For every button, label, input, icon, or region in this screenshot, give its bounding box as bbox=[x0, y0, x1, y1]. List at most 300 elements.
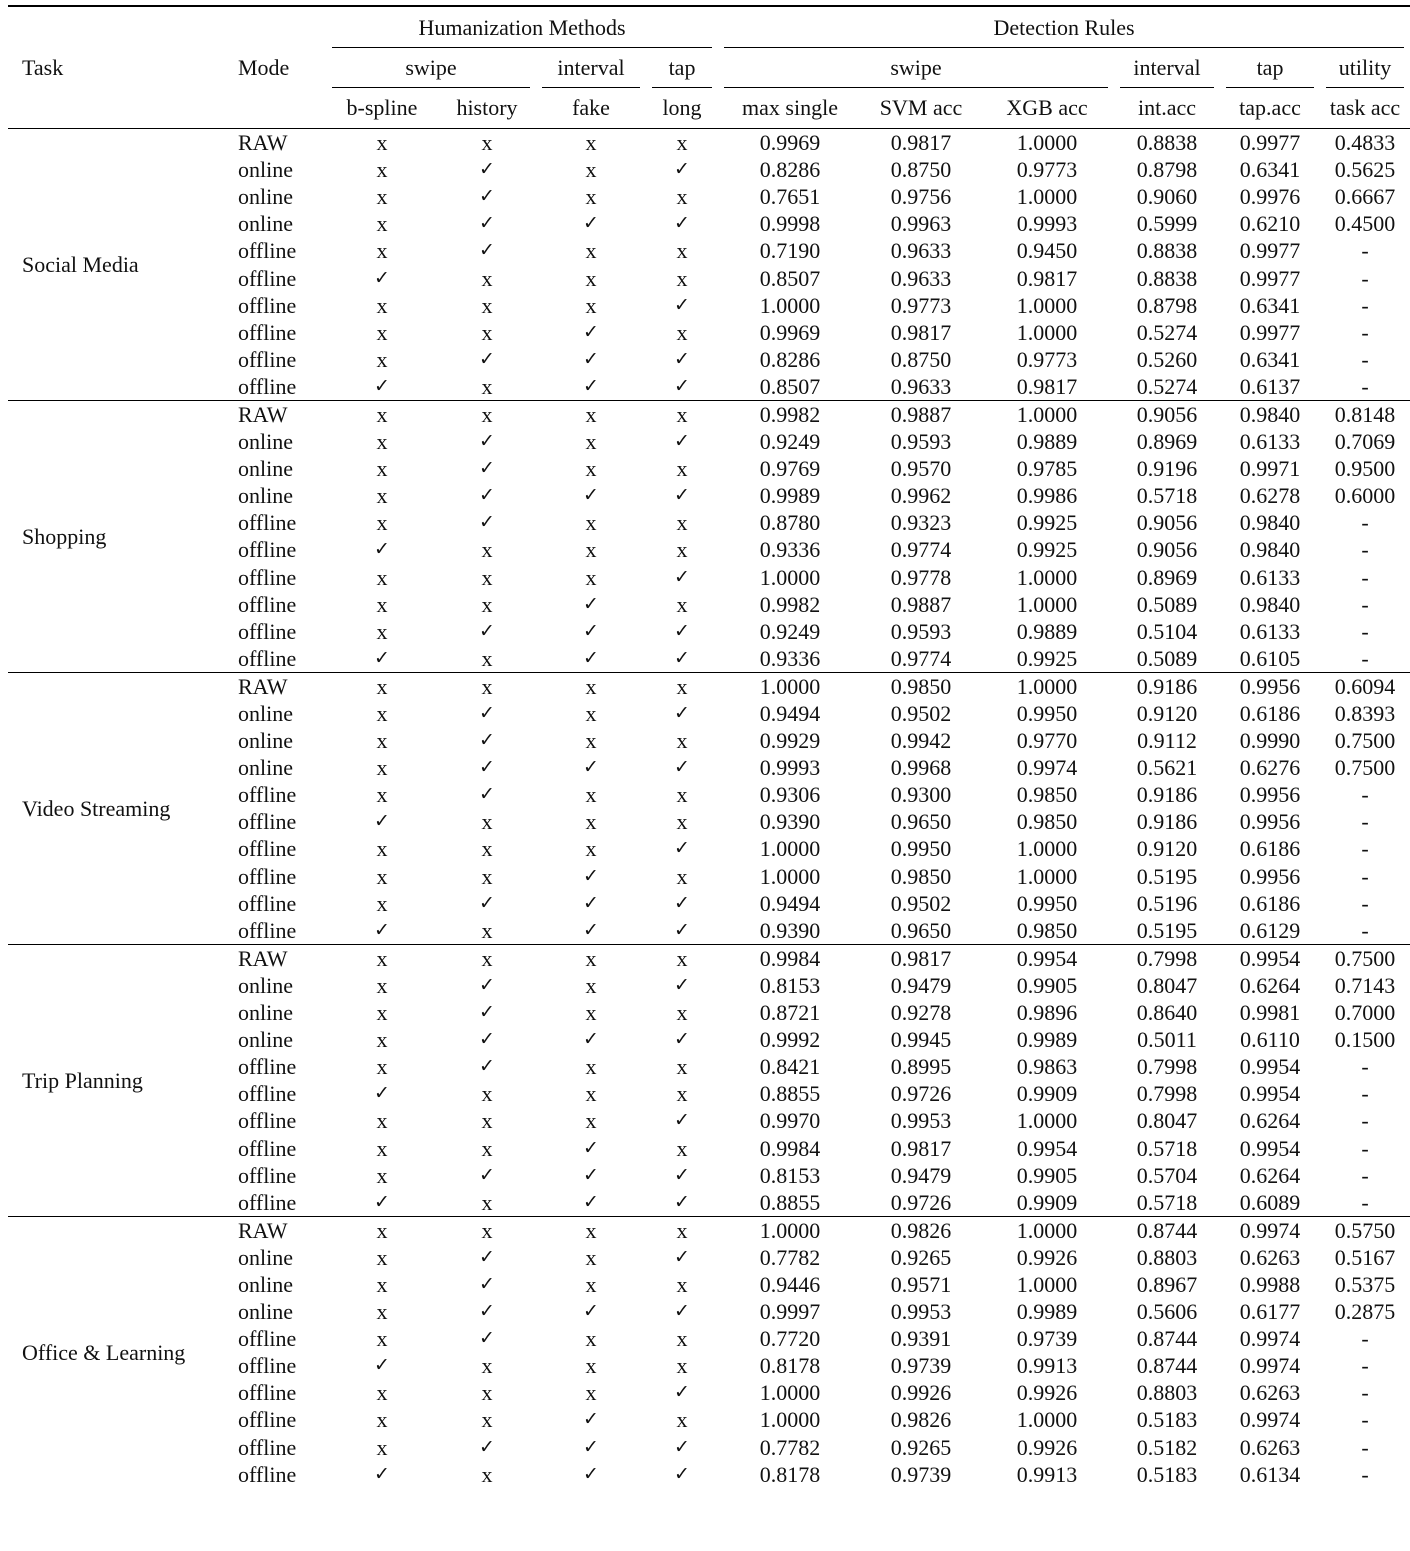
svm-acc-cell: 0.9502 bbox=[890, 890, 952, 916]
method-b-spline-cell: x bbox=[326, 944, 438, 972]
max-single-cell: 0.9998 bbox=[759, 211, 821, 237]
method-history-cell: x bbox=[438, 944, 536, 972]
method-history-cell: ✓ bbox=[479, 619, 495, 642]
svm-acc-cell: 0.8995 bbox=[890, 1054, 952, 1080]
xgb-acc-cell: 0.9993 bbox=[1016, 211, 1078, 237]
task-acc-cell: - bbox=[1361, 1189, 1369, 1215]
method-long-cell: ✓ bbox=[674, 619, 690, 642]
method-history-cell: x bbox=[481, 863, 493, 889]
tap-acc-cell: 0.6133 bbox=[1239, 618, 1301, 644]
method-long-cell: ✓ bbox=[674, 1109, 690, 1132]
method-history-cell: x bbox=[481, 591, 493, 617]
task-acc-cell: - bbox=[1361, 1326, 1369, 1352]
mode-cell: offline bbox=[238, 591, 297, 617]
tap-acc-cell: 0.9977 bbox=[1239, 319, 1301, 345]
svm-acc-cell: 0.9571 bbox=[890, 1271, 952, 1297]
method-long-cell: x bbox=[646, 672, 718, 700]
task-name: Shopping bbox=[8, 400, 220, 672]
tap-acc-cell: 0.6210 bbox=[1239, 211, 1301, 237]
max-single-cell: 0.9993 bbox=[759, 755, 821, 781]
max-single-cell: 0.9390 bbox=[759, 917, 821, 943]
method-long-cell: ✓ bbox=[674, 702, 690, 725]
method-history-cell: ✓ bbox=[479, 756, 495, 779]
int-acc-cell: 0.8967 bbox=[1136, 1271, 1198, 1297]
method-b-spline-cell: x bbox=[376, 701, 388, 727]
method-long-cell: x bbox=[676, 728, 688, 754]
header-task: Task bbox=[22, 54, 64, 80]
method-fake-cell: ✓ bbox=[583, 864, 599, 887]
svm-acc-cell: 0.9756 bbox=[890, 184, 952, 210]
int-acc-cell: 0.8803 bbox=[1136, 1380, 1198, 1406]
method-long-cell: ✓ bbox=[674, 973, 690, 996]
task-group bbox=[8, 944, 1410, 1216]
method-fake-cell: ✓ bbox=[583, 374, 599, 397]
svm-acc-cell: 0.9633 bbox=[890, 265, 952, 291]
col-history: history bbox=[456, 95, 518, 120]
mode-cell: online bbox=[238, 1244, 293, 1270]
method-fake-cell: ✓ bbox=[583, 1462, 599, 1485]
task-acc-cell: - bbox=[1361, 645, 1369, 671]
svm-acc-cell: 0.8750 bbox=[890, 346, 952, 372]
task-name: Video Streaming bbox=[8, 672, 220, 944]
int-acc-cell: 0.5718 bbox=[1136, 483, 1198, 509]
method-b-spline-cell: ✓ bbox=[374, 1462, 390, 1485]
method-fake-cell: x bbox=[536, 1216, 646, 1244]
int-acc-cell: 0.8838 bbox=[1136, 265, 1198, 291]
task-acc-cell: 0.5625 bbox=[1334, 157, 1396, 183]
xgb-acc-cell: 1.0000 bbox=[980, 672, 1114, 700]
method-long-cell: ✓ bbox=[674, 347, 690, 370]
method-fake-cell: ✓ bbox=[583, 1136, 599, 1159]
mode-cell: online bbox=[238, 1000, 293, 1026]
int-acc-cell: 0.5182 bbox=[1136, 1434, 1198, 1460]
tap-acc-cell: 0.9976 bbox=[1239, 184, 1301, 210]
method-fake-cell: ✓ bbox=[583, 320, 599, 343]
method-fake-cell: ✓ bbox=[583, 347, 599, 370]
method-b-spline-cell: x bbox=[376, 1299, 388, 1325]
mode-cell: online bbox=[238, 456, 293, 482]
svm-acc-cell: 0.9774 bbox=[890, 537, 952, 563]
xgb-acc-cell: 1.0000 bbox=[1016, 564, 1078, 590]
task-acc-cell: - bbox=[1361, 1407, 1369, 1433]
method-history-cell: ✓ bbox=[479, 347, 495, 370]
method-b-spline-cell: x bbox=[376, 728, 388, 754]
xgb-acc-cell: 0.9909 bbox=[1016, 1081, 1078, 1107]
method-fake-cell: ✓ bbox=[583, 1163, 599, 1186]
header-dr-interval: interval bbox=[1114, 48, 1220, 88]
xgb-acc-cell: 1.0000 bbox=[1016, 591, 1078, 617]
svm-acc-cell: 0.9739 bbox=[890, 1353, 952, 1379]
max-single-cell: 0.8178 bbox=[759, 1353, 821, 1379]
method-long-cell: x bbox=[676, 456, 688, 482]
svm-acc-cell: 0.9650 bbox=[890, 917, 952, 943]
task-acc-cell: 0.5375 bbox=[1334, 1271, 1396, 1297]
method-long-cell: ✓ bbox=[674, 756, 690, 779]
int-acc-cell: 0.9120 bbox=[1136, 701, 1198, 727]
task-acc-cell: 0.7143 bbox=[1334, 972, 1396, 998]
method-long-cell: x bbox=[676, 1000, 688, 1026]
mode-cell: offline bbox=[238, 1162, 297, 1188]
method-history-cell: x bbox=[481, 1407, 493, 1433]
mode-cell: offline bbox=[238, 1135, 297, 1161]
xgb-acc-cell: 0.9905 bbox=[1016, 972, 1078, 998]
int-acc-cell: 0.5104 bbox=[1136, 618, 1198, 644]
method-long-cell: x bbox=[676, 1081, 688, 1107]
xgb-acc-cell: 0.9817 bbox=[1016, 373, 1078, 399]
xgb-acc-cell: 1.0000 bbox=[1016, 863, 1078, 889]
int-acc-cell: 0.5718 bbox=[1136, 1189, 1198, 1215]
tap-acc-cell: 0.6264 bbox=[1239, 972, 1301, 998]
max-single-cell: 0.7651 bbox=[759, 184, 821, 210]
method-fake-cell: ✓ bbox=[583, 212, 599, 235]
svm-acc-cell: 0.9726 bbox=[890, 1081, 952, 1107]
xgb-acc-cell: 0.9954 bbox=[980, 944, 1114, 972]
int-acc-cell: 0.9056 bbox=[1136, 537, 1198, 563]
task-name: Trip Planning bbox=[8, 944, 220, 1216]
tap-acc-cell: 0.6186 bbox=[1239, 836, 1301, 862]
method-history-cell: x bbox=[481, 1380, 493, 1406]
method-history-cell: ✓ bbox=[479, 729, 495, 752]
method-fake-cell: x bbox=[585, 809, 597, 835]
tap-acc-cell: 0.9840 bbox=[1239, 591, 1301, 617]
method-history-cell: x bbox=[481, 809, 493, 835]
method-b-spline-cell: x bbox=[376, 863, 388, 889]
max-single-cell: 0.8780 bbox=[759, 510, 821, 536]
mode-cell: RAW bbox=[220, 944, 326, 972]
int-acc-cell: 0.5089 bbox=[1136, 591, 1198, 617]
method-history-cell: x bbox=[481, 1135, 493, 1161]
mode-cell: offline bbox=[238, 537, 297, 563]
svm-acc-cell: 0.9774 bbox=[890, 645, 952, 671]
method-long-cell: x bbox=[676, 184, 688, 210]
xgb-acc-cell: 1.0000 bbox=[1016, 1271, 1078, 1297]
tap-acc-cell: 0.6341 bbox=[1239, 346, 1301, 372]
method-history-cell: x bbox=[481, 319, 493, 345]
method-fake-cell: ✓ bbox=[583, 1435, 599, 1458]
max-single-cell: 0.9969 bbox=[759, 319, 821, 345]
svm-acc-cell: 0.9968 bbox=[890, 755, 952, 781]
max-single-cell: 0.9306 bbox=[759, 782, 821, 808]
mode-cell: offline bbox=[238, 836, 297, 862]
tap-acc-cell: 0.6341 bbox=[1239, 157, 1301, 183]
max-single-cell: 0.9969 bbox=[759, 130, 821, 156]
task-acc-cell: 0.6667 bbox=[1334, 184, 1396, 210]
tap-acc-cell: 0.6264 bbox=[1239, 1162, 1301, 1188]
int-acc-cell: 0.9056 bbox=[1114, 400, 1220, 428]
tap-acc-cell: 0.6341 bbox=[1239, 292, 1301, 318]
method-b-spline-cell: x bbox=[376, 755, 388, 781]
method-fake-cell: x bbox=[585, 1271, 597, 1297]
int-acc-cell: 0.8838 bbox=[1136, 238, 1198, 264]
tap-acc-cell: 0.9990 bbox=[1239, 728, 1301, 754]
max-single-cell: 0.9984 bbox=[718, 944, 862, 972]
svm-acc-cell: 0.9323 bbox=[890, 510, 952, 536]
method-long-cell: x bbox=[676, 537, 688, 563]
method-fake-cell: x bbox=[585, 836, 597, 862]
method-fake-cell: ✓ bbox=[583, 592, 599, 615]
method-b-spline-cell: x bbox=[376, 1434, 388, 1460]
int-acc-cell: 0.5621 bbox=[1136, 755, 1198, 781]
method-long-cell: x bbox=[646, 944, 718, 972]
mode-cell: offline bbox=[238, 265, 297, 291]
int-acc-cell: 0.5183 bbox=[1136, 1461, 1198, 1487]
method-fake-cell: x bbox=[585, 1000, 597, 1026]
method-fake-cell: x bbox=[585, 510, 597, 536]
task-acc-cell: - bbox=[1361, 809, 1369, 835]
task-acc-cell: 0.9500 bbox=[1334, 456, 1396, 482]
task-acc-cell: - bbox=[1361, 917, 1369, 943]
method-history-cell: ✓ bbox=[479, 1163, 495, 1186]
xgb-acc-cell: 0.9974 bbox=[1016, 755, 1078, 781]
tap-acc-cell: 0.9954 bbox=[1239, 1081, 1301, 1107]
max-single-cell: 1.0000 bbox=[759, 1380, 821, 1406]
tap-acc-cell: 0.6133 bbox=[1239, 564, 1301, 590]
method-fake-cell: x bbox=[585, 130, 597, 156]
mode-cell: offline bbox=[238, 1326, 297, 1352]
max-single-cell: 0.8507 bbox=[759, 265, 821, 291]
method-history-cell: x bbox=[438, 672, 536, 700]
task-acc-cell: 0.5750 bbox=[1320, 1216, 1410, 1244]
method-history-cell: x bbox=[481, 292, 493, 318]
max-single-cell: 0.9984 bbox=[759, 1135, 821, 1161]
method-long-cell: ✓ bbox=[674, 1435, 690, 1458]
task-acc-cell: - bbox=[1361, 1081, 1369, 1107]
method-history-cell: x bbox=[438, 400, 536, 428]
mode-cell: online bbox=[238, 972, 293, 998]
task-acc-cell: - bbox=[1361, 1108, 1369, 1134]
svm-acc-cell: 0.9962 bbox=[890, 483, 952, 509]
method-fake-cell: x bbox=[536, 672, 646, 700]
tap-acc-cell: 0.9974 bbox=[1239, 1407, 1301, 1433]
int-acc-cell: 0.5183 bbox=[1136, 1407, 1198, 1433]
method-fake-cell: ✓ bbox=[583, 619, 599, 642]
xgb-acc-cell: 0.9905 bbox=[1016, 1162, 1078, 1188]
tap-acc-cell: 0.9974 bbox=[1220, 1216, 1320, 1244]
method-history-cell: x bbox=[481, 1461, 493, 1487]
xgb-acc-cell: 0.9850 bbox=[1016, 917, 1078, 943]
xgb-acc-cell: 0.9909 bbox=[1016, 1189, 1078, 1215]
method-fake-cell: x bbox=[585, 972, 597, 998]
int-acc-cell: 0.8047 bbox=[1136, 1108, 1198, 1134]
task-acc-cell: - bbox=[1361, 537, 1369, 563]
method-fake-cell: x bbox=[585, 1108, 597, 1134]
method-b-spline-cell: x bbox=[376, 1244, 388, 1270]
method-b-spline-cell: ✓ bbox=[374, 810, 390, 833]
tap-acc-cell: 0.6129 bbox=[1239, 917, 1301, 943]
header-dr-tap: tap bbox=[1220, 48, 1320, 88]
xgb-acc-cell: 1.0000 bbox=[1016, 1407, 1078, 1433]
method-long-cell: x bbox=[676, 591, 688, 617]
svm-acc-cell: 0.9887 bbox=[890, 591, 952, 617]
method-history-cell: x bbox=[481, 917, 493, 943]
int-acc-cell: 0.9056 bbox=[1136, 510, 1198, 536]
method-history-cell: x bbox=[481, 564, 493, 590]
method-long-cell: ✓ bbox=[674, 374, 690, 397]
mode-cell: online bbox=[238, 157, 293, 183]
method-long-cell: ✓ bbox=[674, 1462, 690, 1485]
method-b-spline-cell: x bbox=[376, 618, 388, 644]
method-long-cell: x bbox=[676, 782, 688, 808]
method-fake-cell: x bbox=[585, 1353, 597, 1379]
method-b-spline-cell: ✓ bbox=[374, 1082, 390, 1105]
method-history-cell: ✓ bbox=[479, 702, 495, 725]
method-fake-cell: ✓ bbox=[583, 646, 599, 669]
header-hm-interval: interval bbox=[536, 48, 646, 88]
method-history-cell: ✓ bbox=[479, 484, 495, 507]
method-b-spline-cell: ✓ bbox=[374, 374, 390, 397]
tap-acc-cell: 0.6263 bbox=[1239, 1244, 1301, 1270]
max-single-cell: 0.8286 bbox=[759, 157, 821, 183]
xgb-acc-cell: 0.9926 bbox=[1016, 1434, 1078, 1460]
task-acc-cell: 0.7500 bbox=[1334, 755, 1396, 781]
method-history-cell: x bbox=[481, 645, 493, 671]
mode-cell: RAW bbox=[238, 130, 288, 156]
method-fake-cell: ✓ bbox=[583, 918, 599, 941]
svm-acc-cell: 0.9963 bbox=[890, 211, 952, 237]
task-acc-cell: 0.8393 bbox=[1334, 701, 1396, 727]
task-acc-cell: - bbox=[1361, 1461, 1369, 1487]
method-fake-cell: x bbox=[536, 400, 646, 428]
method-history-cell: ✓ bbox=[479, 973, 495, 996]
xgb-acc-cell: 1.0000 bbox=[1016, 1108, 1078, 1134]
max-single-cell: 1.0000 bbox=[718, 672, 862, 700]
max-single-cell: 0.8286 bbox=[759, 346, 821, 372]
svm-acc-cell: 0.9570 bbox=[890, 456, 952, 482]
xgb-acc-cell: 0.9986 bbox=[1016, 483, 1078, 509]
max-single-cell: 0.8721 bbox=[759, 1000, 821, 1026]
max-single-cell: 0.8855 bbox=[759, 1081, 821, 1107]
method-b-spline-cell: ✓ bbox=[374, 538, 390, 561]
col-tap-acc: tap.acc bbox=[1239, 95, 1301, 120]
max-single-cell: 0.9494 bbox=[759, 890, 821, 916]
tap-acc-cell: 0.9977 bbox=[1239, 130, 1301, 156]
max-single-cell: 0.9769 bbox=[759, 456, 821, 482]
tap-acc-cell: 0.9954 bbox=[1239, 1135, 1301, 1161]
int-acc-cell: 0.8798 bbox=[1136, 157, 1198, 183]
mode-cell: offline bbox=[238, 1407, 297, 1433]
mode-cell: offline bbox=[238, 618, 297, 644]
xgb-acc-cell: 0.9925 bbox=[1016, 645, 1078, 671]
results-table bbox=[8, 5, 1410, 1488]
svm-acc-cell: 0.9479 bbox=[890, 1162, 952, 1188]
int-acc-cell: 0.9112 bbox=[1137, 728, 1197, 754]
method-b-spline-cell: x bbox=[376, 130, 388, 156]
header-dr-utility: utility bbox=[1320, 48, 1410, 88]
method-history-cell: ✓ bbox=[479, 212, 495, 235]
task-group bbox=[8, 1216, 1410, 1487]
method-long-cell: ✓ bbox=[674, 1190, 690, 1213]
int-acc-cell: 0.9060 bbox=[1136, 184, 1198, 210]
method-long-cell: ✓ bbox=[674, 1163, 690, 1186]
max-single-cell: 0.8855 bbox=[759, 1189, 821, 1215]
int-acc-cell: 0.8047 bbox=[1136, 972, 1198, 998]
svm-acc-cell: 0.9942 bbox=[890, 728, 952, 754]
method-history-cell: ✓ bbox=[479, 239, 495, 262]
task-acc-cell: - bbox=[1361, 373, 1369, 399]
int-acc-cell: 0.9120 bbox=[1136, 836, 1198, 862]
max-single-cell: 0.9249 bbox=[759, 618, 821, 644]
mode-cell: online bbox=[238, 211, 293, 237]
method-fake-cell: x bbox=[585, 1054, 597, 1080]
method-long-cell: ✓ bbox=[674, 293, 690, 316]
xgb-acc-cell: 0.9850 bbox=[1016, 809, 1078, 835]
max-single-cell: 0.9989 bbox=[759, 483, 821, 509]
max-single-cell: 0.7782 bbox=[759, 1434, 821, 1460]
method-fake-cell: x bbox=[585, 1081, 597, 1107]
method-long-cell: ✓ bbox=[674, 646, 690, 669]
tap-acc-cell: 0.6278 bbox=[1239, 483, 1301, 509]
mode-cell: offline bbox=[238, 782, 297, 808]
method-history-cell: x bbox=[481, 1189, 493, 1215]
task-acc-cell: - bbox=[1361, 1353, 1369, 1379]
svm-acc-cell: 0.9650 bbox=[890, 809, 952, 835]
mode-cell: offline bbox=[238, 346, 297, 372]
tap-acc-cell: 0.6177 bbox=[1239, 1299, 1301, 1325]
method-b-spline-cell: ✓ bbox=[374, 918, 390, 941]
task-acc-cell: 0.7500 bbox=[1334, 728, 1396, 754]
tap-acc-cell: 0.6105 bbox=[1239, 645, 1301, 671]
svm-acc-cell: 0.9850 bbox=[862, 672, 980, 700]
method-b-spline-cell: x bbox=[376, 1380, 388, 1406]
method-b-spline-cell: x bbox=[376, 483, 388, 509]
svm-acc-cell: 0.9817 bbox=[862, 944, 980, 972]
task-acc-cell: - bbox=[1361, 890, 1369, 916]
method-b-spline-cell: x bbox=[376, 1135, 388, 1161]
method-long-cell: x bbox=[676, 319, 688, 345]
max-single-cell: 0.7720 bbox=[759, 1326, 821, 1352]
max-single-cell: 1.0000 bbox=[718, 1216, 862, 1244]
col-max-single: max single bbox=[742, 95, 838, 120]
tap-acc-cell: 0.9954 bbox=[1239, 1054, 1301, 1080]
tap-acc-cell: 0.9840 bbox=[1239, 537, 1301, 563]
method-fake-cell: x bbox=[585, 238, 597, 264]
mode-cell: online bbox=[238, 1271, 293, 1297]
header-hm-swipe: swipe bbox=[326, 48, 536, 88]
int-acc-cell: 0.7998 bbox=[1136, 1081, 1198, 1107]
mode-cell: online bbox=[238, 701, 293, 727]
method-b-spline-cell: x bbox=[376, 510, 388, 536]
method-long-cell: ✓ bbox=[674, 158, 690, 181]
tap-acc-cell: 0.6186 bbox=[1239, 890, 1301, 916]
xgb-acc-cell: 0.9950 bbox=[1016, 701, 1078, 727]
int-acc-cell: 0.9196 bbox=[1136, 456, 1198, 482]
tap-acc-cell: 0.6263 bbox=[1239, 1380, 1301, 1406]
method-long-cell: x bbox=[676, 1054, 688, 1080]
method-history-cell: ✓ bbox=[479, 457, 495, 480]
method-history-cell: x bbox=[481, 836, 493, 862]
method-fake-cell: ✓ bbox=[583, 1028, 599, 1051]
method-b-spline-cell: x bbox=[376, 456, 388, 482]
xgb-acc-cell: 0.9913 bbox=[1016, 1353, 1078, 1379]
xgb-acc-cell: 0.9926 bbox=[1016, 1380, 1078, 1406]
max-single-cell: 0.9446 bbox=[759, 1271, 821, 1297]
int-acc-cell: 0.7998 bbox=[1114, 944, 1220, 972]
xgb-acc-cell: 1.0000 bbox=[980, 400, 1114, 428]
method-b-spline-cell: x bbox=[326, 1216, 438, 1244]
table-row bbox=[8, 944, 1410, 972]
svm-acc-cell: 0.9778 bbox=[890, 564, 952, 590]
method-long-cell: ✓ bbox=[674, 1028, 690, 1051]
tap-acc-cell: 0.6186 bbox=[1239, 701, 1301, 727]
int-acc-cell: 0.5260 bbox=[1136, 346, 1198, 372]
method-long-cell: x bbox=[676, 238, 688, 264]
xgb-acc-cell: 0.9773 bbox=[1016, 157, 1078, 183]
tap-acc-cell: 0.9977 bbox=[1239, 238, 1301, 264]
method-fake-cell: x bbox=[585, 265, 597, 291]
task-acc-cell: 0.2875 bbox=[1334, 1299, 1396, 1325]
method-b-spline-cell: ✓ bbox=[374, 266, 390, 289]
xgb-acc-cell: 0.9896 bbox=[1016, 1000, 1078, 1026]
